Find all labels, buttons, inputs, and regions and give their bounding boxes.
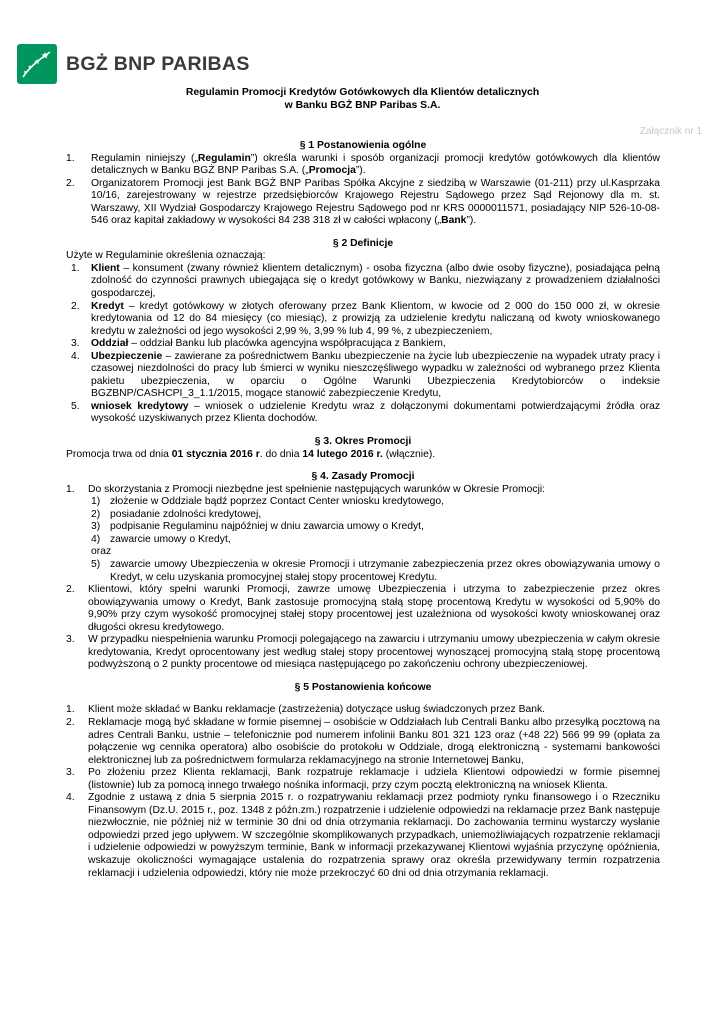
list-item (66, 401, 660, 426)
list-item (66, 484, 660, 497)
text-run: – konsument (zwany również klientem detalicznym) - osoba fizyczna (albo dwie osoby fizyczne), posiadająca pełną zdolność do czynności prawnych ubiegająca się o kredyt gotówkowy w Banku, niezwiązany z prowadzeniem działalności gospodarczej, (91, 262, 660, 300)
sub-list-number: 5) (91, 558, 101, 570)
list-item (66, 178, 660, 228)
list-item-text (91, 301, 660, 337)
sub-list-number: 1) (91, 496, 101, 508)
list-number: 1. (71, 262, 80, 274)
list-item (66, 792, 660, 880)
sub-list-item (66, 559, 660, 584)
sub-list-item-text: zawarcie umowy o Kredyt, (110, 533, 231, 545)
sub-list-item-text: posiadanie zdolności kredytowej, (110, 508, 262, 520)
list-item-text (91, 351, 660, 400)
list-item (66, 338, 660, 351)
list-item (66, 717, 660, 767)
list-item-text: Po złożeniu przez Klienta reklamacji, Bank rozpatruje reklamacje i udziela Klientowi odpowiedzi w formie pisemnej (listownie) lub za pomocą innego trwałego nośnika informacji, przy czym pocztą elektroniczną na wniosek Klienta. (88, 767, 660, 791)
text-run: . do dnia (259, 448, 303, 460)
sub-list-item-text: zawarcie umowy Ubezpieczenia w okresie Promocji i utrzymanie zabezpieczenia przez okres obowiązywania umowy o Kredyt, w celu uzyskania promocyjnej stałej stopy procentowej Kredytu. (110, 558, 660, 583)
list-item-text: W przypadku niespełnienia warunku Promocji polegającego na zawarciu i utrzymaniu umowy ubezpieczenia w całym okresie kredytowania, Kredyt oprocentowany jest według stałej stopy procentowej wynoszącej promocyjną stałą stopę procentową podwyższoną o 2 punkty procentowe od miesiąca następującego po zakończeniu ochrony ubezpieczeniowej. (88, 634, 660, 671)
section-1-heading: § 1 Postanowienia ogólne (299, 140, 427, 151)
list-item (66, 263, 660, 301)
text-run: ”). (355, 165, 366, 177)
text-run: – zawierane za pośrednictwem Banku ubezpieczenie na życie lub ubezpieczenie na wypadek utraty pracy i czasowej niezdolności do pracy lub śmierci w wyniku nieszczęśliwego wypadku w zależności od wybranego przez Klienta pakietu ubezpieczenia, w oparciu o Ogólne Warunki Ubezpieczenia Kredytobiorców o indeksie BGZBNP/CASHCPI_3_1.1/2015, mogące stanowić zabezpieczenie Kredytu, (91, 350, 660, 400)
sub-list-item-text: złożenie w Oddziale bądź poprzez Contact Center wniosku kredytowego, (110, 496, 445, 508)
text-run: Promocja trwa od dnia (66, 448, 172, 460)
sub-list-item (66, 534, 660, 547)
bold-term: 14 lutego 2016 r. (302, 448, 383, 460)
list-number: 1. (66, 152, 75, 164)
list-number: 2. (66, 177, 75, 189)
sub-list-item-text: podpisanie Regulaminu najpóźniej w dniu zawarcia umowy o Kredyt, (110, 521, 424, 533)
bold-term: wniosek kredytowy (91, 400, 189, 412)
list-item (66, 634, 660, 672)
sub-list-item (66, 496, 660, 509)
list-item-text: Klient może składać w Banku reklamacje (zastrzeżenia) dotyczące usług świadczonych przez Bank. (88, 704, 546, 716)
list-number: 2. (66, 716, 75, 728)
text-run: – wniosek o udzielenie Kredytu wraz z dołączonymi dokumentami potwierdzającymi źródła oraz wysokość uzyskiwanych przez Klienta dochodów. (91, 400, 660, 425)
list-number: 1. (66, 483, 75, 495)
section-3-heading: § 3. Okres Promocji (314, 436, 412, 448)
bold-term: Bank (441, 215, 467, 227)
section-2-heading: § 2 Definicje (332, 237, 394, 249)
list-item-text: Zgodnie z ustawą z dnia 5 sierpnia 2015 r. o rozpatrywaniu reklamacji przez podmioty rynku finansowego i o Rzeczniku Finansowym (Dz.U. 2015 r., poz. 1348 z późn.zm.) rozpatrzenie i udzielenie odpowiedzi na reklamacje przez Bank następuje niezwłocznie, nie później niż w terminie 30 dni od dnia otrzymania reklamacji. Do zachowania terminu wystarczy wysłanie odpowiedzi przed jego upływem. W szczególnie skomplikowanych przypadkach, uniemożliwiających rozpatrzenie reklamacji i udzielenie odpowiedzi w powyższym terminie, Bank w informacji przekazywanej Klientowi wyjaśnia przyczynę opóźnienia, wskazuje okoliczności wymagające ustalenia do rozpatrzenia sprawy oraz określa przewidywany termin rozpatrzenia reklamacji i udzielenia odpowiedzi, który nie może przekroczyć 60 dni od dnia otrzymania reklamacji. (88, 792, 660, 879)
text-run: – oddział Banku lub placówka agencyjna współpracująca z Bankiem, (128, 338, 446, 350)
promotion-period-text (66, 449, 660, 462)
sub-list-number: 2) (91, 508, 101, 520)
section-5-heading: § 5 Postanowienia końcowe (294, 681, 432, 693)
list-item-text: Reklamacje mogą być składane w formie pisemnej – osobiście w Oddziałach lub Centrali Banku albo przesyłką pocztową na adres Centrali Banku, ustnie – telefonicznie pod numerem infolinii Banku 801 321 123 oraz (+48 22) 566 99 99 (opłata za połączenie wg cennika operatora) albo osobiście do protokołu w Oddziale, drogą elektroniczną - systemami bankowości elektronicznej lub za pośrednictwem formularza reklamacyjnego na stronie Internetowej Banku, (88, 716, 660, 766)
list-item-text (91, 178, 660, 227)
document-title (0, 87, 725, 112)
list-item-text (91, 153, 660, 177)
bold-term: Ubezpieczenie (91, 350, 163, 362)
list-item (66, 351, 660, 401)
annex-label: Załącznik nr 1 (639, 126, 702, 137)
brand-name: BGŻ BNP PARIBAS (66, 52, 250, 75)
list-item (66, 704, 660, 717)
list-item (66, 767, 660, 792)
list-item-text (91, 401, 660, 425)
bold-term: Regulamin (197, 152, 251, 164)
text-run: – kredyt gotówkowy w złotych oferowany przez Bank Klientom, w kwocie od 2 000 do 150 000 zł, w okresie kredytowania od 12 do 84 miesięcy (co miesiąc), z prowizją za udzielenie kredytu naliczaną od kwoty wnioskowanego kredytu w zależności od jego wysokości 2,99 %, 3,99 % lub 4, 99 %, z ubezpieczeniem, (91, 300, 660, 337)
sub-list-item (66, 521, 660, 534)
list-item (66, 584, 660, 634)
list-item-text: Klientowi, który spełni warunki Promocji, zawrze umowę Ubezpieczenia i utrzyma to zabezpieczenie przez okres obowiązywania umowy o Kredyt, Bank zastosuje promocyjną stałą stopę procentową Kredytu w wysokości od 5,90% do 9,90% przy czym wysokość promocyjnej stałej stopy procentowej jest uzależniona od wysokości kwoty wnioskowanej oraz długości okresu kredytowego. (88, 584, 660, 633)
list-number: 3. (71, 338, 80, 350)
list-number: 2. (66, 584, 75, 596)
list-number: 4. (71, 350, 80, 362)
section-4-heading: § 4. Zasady Promocji (311, 471, 415, 483)
bold-term: Klient (91, 262, 120, 274)
sub-list-item (66, 509, 660, 522)
list-number: 2. (71, 300, 80, 312)
text-run: (włącznie). (382, 448, 436, 460)
list-item-text (91, 263, 660, 299)
document-body (66, 135, 660, 880)
bold-term: Promocja (308, 165, 356, 177)
list-number: 4. (66, 792, 75, 804)
bold-term: Oddział (91, 338, 129, 350)
title-line: Regulamin Promocji Kredytów Gotówkowych dla Klientów detalicznych (185, 87, 540, 98)
list-number: 3. (66, 767, 75, 779)
bold-term: Kredyt (91, 300, 124, 312)
stars-flight-logo-icon (17, 44, 57, 84)
list-item-text (91, 338, 446, 349)
sub-list-number: 4) (91, 533, 101, 545)
brand-logo (17, 44, 250, 84)
list-item (66, 301, 660, 339)
list-item (66, 153, 660, 178)
text-run: Regulamin niniejszy („ (91, 152, 198, 164)
text-run: ”). (466, 215, 477, 227)
list-number: 1. (66, 704, 75, 716)
list-number: 5. (71, 400, 80, 412)
bold-term: 01 stycznia 2016 r (171, 448, 260, 460)
list-number: 3. (66, 634, 75, 646)
text-run: ”) określa warunki i sposób organizacji promocji kredytów gotówkowych dla klientów detalicznych w Banku BGŻ BNP Paribas S.A. („ (91, 152, 660, 177)
section-2-intro: Użyte w Regulaminie określenia oznaczają: (66, 250, 266, 262)
text-run: Organizatorem Promocji jest Bank BGŻ BNP Paribas Spółka Akcyjne z siedzibą w Warszawie (01-211) przy ul.Kasprzaka 10/16, zarejestrowany w rejestrze przedsiębiorców Krajowego Rejestru Sądowego przez Sąd Rejonowy dla m. st. Warszawy, XII Wydział Gospodarczy Krajowego Rejestru Sądowego pod nr KRS 0000011571, posiadający NIP 526-10-08-546 oraz kapitał zakładowy w wysokości 84 238 318 zł w całości wpłacony („ (91, 177, 660, 227)
conjunction-oraz: oraz (91, 546, 112, 558)
sub-list-number: 3) (91, 521, 101, 533)
title-line: w Banku BGŻ BNP Paribas S.A. (284, 99, 441, 111)
list-item-text: Do skorzystania z Promocji niezbędne jest spełnienie następujących warunków w Okresie Promocji: (88, 483, 546, 495)
